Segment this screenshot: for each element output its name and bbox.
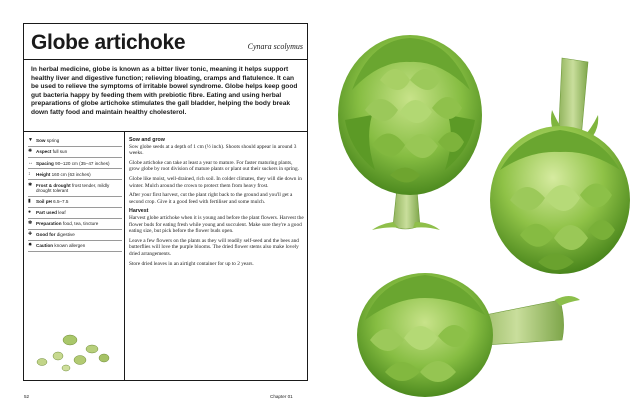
harvest-paragraph: Store dried leaves in an airtight container for up to 2 years. — [129, 260, 254, 267]
attribute-value: leaf — [58, 210, 66, 216]
part-used-icon: ● — [28, 209, 32, 216]
attribute-row — [28, 208, 122, 219]
growing-instructions — [129, 137, 304, 270]
artichoke-top — [338, 35, 482, 230]
artichoke-bottom — [357, 273, 580, 397]
attribute-row — [28, 169, 122, 180]
attribute-label: Preparation — [36, 221, 62, 227]
sow-paragraph: After your first harvest, cut the plant right back to the ground and you'll get a second crop. Give it a good feed with fertiliser and some mulch. — [129, 192, 293, 205]
attribute-value: frost tender, mildly drought tolerant — [36, 182, 110, 193]
harvest-heading: Harvest — [129, 208, 149, 215]
attribute-label: Soil pH — [36, 199, 52, 205]
harvest-paragraph: Leave a few flowers on the plants as they will readily self-seed and the bees and butterflies will love the purple blooms. The dried flower stems also make lovely dried arrangements. — [129, 237, 299, 257]
intro-paragraph: In herbal medicine, globe is known as a bitter liver tonic, meaning it helps support healthy liver and digestive function; relieving bloating, cramps and flatulence. It can be used to relieve the symptoms of irritable bowel syndrome. Globe helps keep good gut bacteria happy by feeding them with prebiotic fibre. Eating and using herbal preparations of globe artichoke stimulates the gall bladder, helping the body break down fatty food and maintain healthy cholesterol. — [31, 66, 298, 116]
attribute-label: Aspect — [36, 149, 52, 155]
attribute-label: Caution — [36, 243, 54, 249]
attribute-label: Frost & drought — [36, 182, 71, 188]
attribute-label: Sow — [36, 138, 46, 144]
attribute-value: 160 cm (63 inches) — [51, 171, 91, 177]
attribute-list — [28, 136, 122, 252]
attribute-row — [28, 147, 122, 158]
column-divider — [124, 132, 125, 381]
attribute-label: Part used — [36, 210, 57, 216]
attribute-row — [28, 180, 122, 196]
spacing-icon: ↔ — [28, 159, 33, 166]
attribute-value: 6.5–7.5 — [53, 199, 69, 205]
title-divider — [23, 59, 308, 60]
sow-icon: ▼ — [28, 137, 33, 144]
page-title: Globe artichoke — [31, 31, 186, 54]
attribute-value: spring — [46, 138, 60, 144]
harvest-paragraph: Harvest globe artichoke when it is young and before the plant flowers. Harvest the flower buds for eating fresh while young and succulent. Make sure they're a good eating size, but pick before the flower buds open. — [129, 214, 304, 235]
sow-heading: Sow and grow — [129, 137, 165, 143]
attribute-value: full sun — [52, 149, 68, 155]
attribute-label: Spacing — [36, 160, 54, 166]
attribute-value: food, tea, tincture — [62, 221, 99, 227]
sow-paragraph: Globe like moist, well-drained, rich soil. In colder climates, they will die down in winter. Mulch around the crown to protect them from heavy frost. — [129, 175, 302, 189]
caution-icon: ✸ — [28, 242, 33, 249]
attribute-value: known allergen — [54, 243, 86, 249]
attribute-row — [28, 241, 122, 252]
frost-icon: ✱ — [28, 181, 33, 188]
attribute-label: Height — [36, 171, 51, 177]
latin-name: Cynara scolymus — [247, 42, 303, 51]
attribute-row — [28, 158, 122, 169]
attribute-value: 90–120 cm (35–47 inches) — [55, 160, 110, 166]
height-icon: ↕ — [28, 170, 31, 177]
sow-paragraph: Sow globe seeds at a depth of 1 cm (½ inch). Shoots should appear in around 3 weeks. — [129, 143, 297, 157]
attribute-row — [28, 136, 122, 147]
preparation-icon: ✽ — [28, 220, 33, 227]
attribute-row — [28, 219, 122, 230]
good-for-icon: ✚ — [28, 231, 33, 238]
page-number: 52 — [24, 394, 30, 399]
attribute-value: digestive — [56, 232, 75, 238]
sun-icon: ✺ — [28, 148, 33, 155]
attribute-row — [28, 230, 122, 241]
attribute-row — [28, 197, 122, 208]
attribute-label: Good for — [36, 232, 56, 238]
intro-divider — [23, 131, 308, 132]
sow-paragraph: Globe artichoke can take at least a year to mature. For faster maturing plants, grow globe by root division of mature plants or plant out their suckers in spring. — [129, 159, 299, 173]
soil-icon: ▮ — [28, 198, 31, 205]
chapter-label: Chapter 01 — [270, 394, 293, 399]
artichoke-right — [490, 58, 630, 274]
